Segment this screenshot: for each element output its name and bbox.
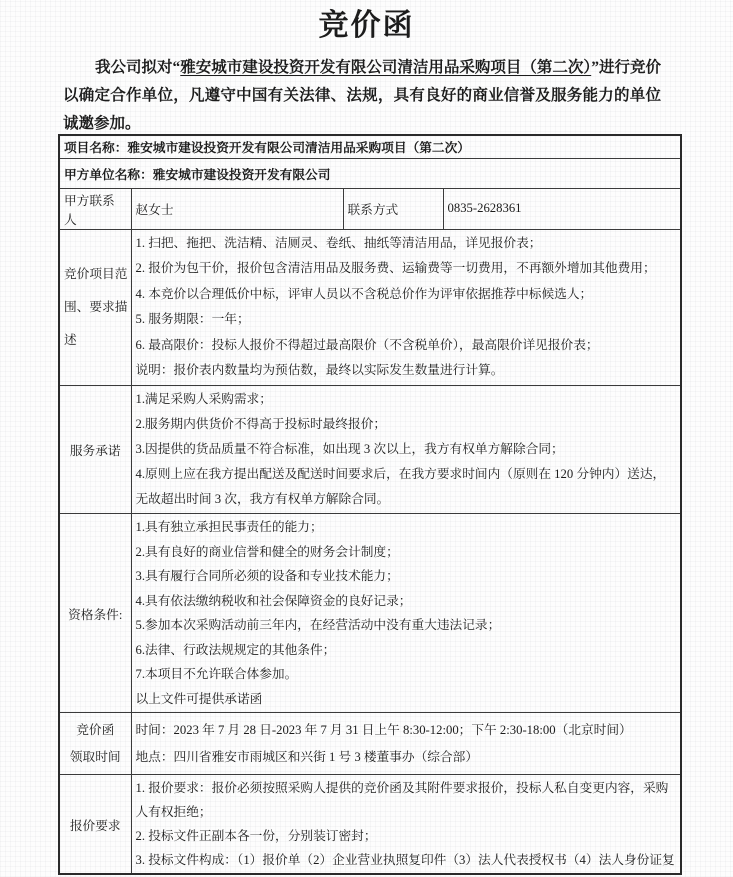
text-line: 1. 扫把、拖把、洗洁精、洁厕灵、卷纸、抽纸等清洁用品，详见报价表； [135,235,542,250]
intro-text-after: ”进行竞价以确定合作单位，凡遵守中国有关法律、法规，具有良好的商业信誉及服务能力的单位诚邀参加。 [63,59,661,132]
text-line: 4. 本竞价以合理低价中标，评审人员以不含税总价作为评审依据推荐中标候选人； [135,286,593,301]
scope-label: 竞价项目范围、要求描述 [64,266,128,347]
quote-content-cell [131,775,681,875]
promise-content-cell [131,386,681,514]
text-line: 4.原则上应在我方提出配送及配送时间要求后，在我方要求时间内（原则在 120 分钟内）送达，无故超出时间 3 次，我方有权单方解除合同。 [135,467,666,507]
promise-row [59,386,681,514]
text-line: 时间：2023 年 7 月 28 日-2023 年 7 月 31 日上午 8:30-12:00；下午 2:30-18:00（北京时间） [135,722,632,737]
party-a-row [59,158,681,188]
qualification-label-cell: 资格条件: [59,514,131,713]
project-name-underlined: 雅安城市建设投资开发有限公司清洁用品采购项目（第二次） [180,59,592,76]
text-line: 说明：报价表内数量均为预估数，最终以实际发生数量进行计算。 [135,363,504,378]
qualification-content-cell [131,514,681,713]
text-line: 3. 投标文件构成：（1）报价单（2）企业营业执照复印件（3）法人代表授权书（4）法人身份证复 [135,853,675,868]
quote-label-cell: 报价要求 [59,775,131,875]
pickup-content-cell [131,713,681,775]
text-line: 3.具有履行合同所必须的设备和专业技术能力； [135,569,399,584]
document-title: 竞价函 [318,9,415,42]
phone-label-cell: 联系方式 [343,188,443,229]
text-line: 3.因提供的货品质量不符合标准，如出现 3 次以上，我方有权单方解除合同； [135,442,564,457]
intro-paragraph [63,54,661,138]
text-line: 1.满足采购人采购需求； [135,392,272,407]
promise-label-cell: 服务承诺 [59,386,131,514]
text-line: 7.本项目不允许联合体参加。 [135,667,298,682]
text-line: 2. 报价为包干价，报价包含清洁用品及服务费、运输费等一切费用，不再额外增加其他费用； [135,261,656,276]
scope-content-cell [131,229,681,386]
scope-label-cell [59,229,131,386]
party-a-cell: 甲方单位名称：雅安城市建设投资开发有限公司 [59,158,681,188]
text-line: 1.具有独立承担民事责任的能力； [135,520,323,535]
text-line: 竞价函 [76,722,115,737]
project-name-row [59,135,681,158]
text-line: 1. 报价要求：报价必须按照采购人提供的竞价函及其附件要求报价，投标人私自变更内容，采购人有权拒绝； [135,781,669,820]
text-line: 以上文件可提供承诺函 [135,691,263,706]
contact-name-cell: 赵女士 [131,188,343,229]
text-line: 2.具有良好的商业信誉和健全的财务会计制度； [135,544,399,559]
text-line: 2. 投标文件正副本各一份，分别装订密封； [135,829,377,844]
text-line: 4.具有依法缴纳税收和社会保障资金的良好记录； [135,593,412,608]
quote-requirement-row [59,775,681,875]
phone-number-cell: 0835-2628361 [443,188,681,229]
contact-row [59,188,681,229]
pickup-label-cell [59,713,131,775]
text-line: 6. 最高限价：投标人报价不得超过最高限价（不含税单价），最高限价详见报价表； [135,337,599,352]
project-name-cell: 项目名称：雅安城市建设投资开发有限公司清洁用品采购项目（第二次） [59,135,681,158]
text-line: 5.参加本次采购活动前三年内，在经营活动中没有重大违法记录； [135,618,501,633]
pickup-time-row [59,713,681,775]
intro-text-before: 我公司拟对“ [95,59,181,76]
contact-label-cell: 甲方联系人 [59,188,131,229]
qualification-row [59,514,681,713]
text-line: 2.服务期内供货价不得高于投标时最终报价； [135,417,387,432]
bid-info-table [58,134,682,875]
scope-row [59,229,681,386]
text-line: 5. 服务期限：一年； [135,312,250,327]
text-line: 地点：四川省雅安市雨城区和兴街 1 号 3 楼董事办（综合部） [135,749,479,764]
text-line: 领取时间 [69,749,121,764]
text-line: 6.法律、行政法规规定的其他条件； [135,642,336,657]
